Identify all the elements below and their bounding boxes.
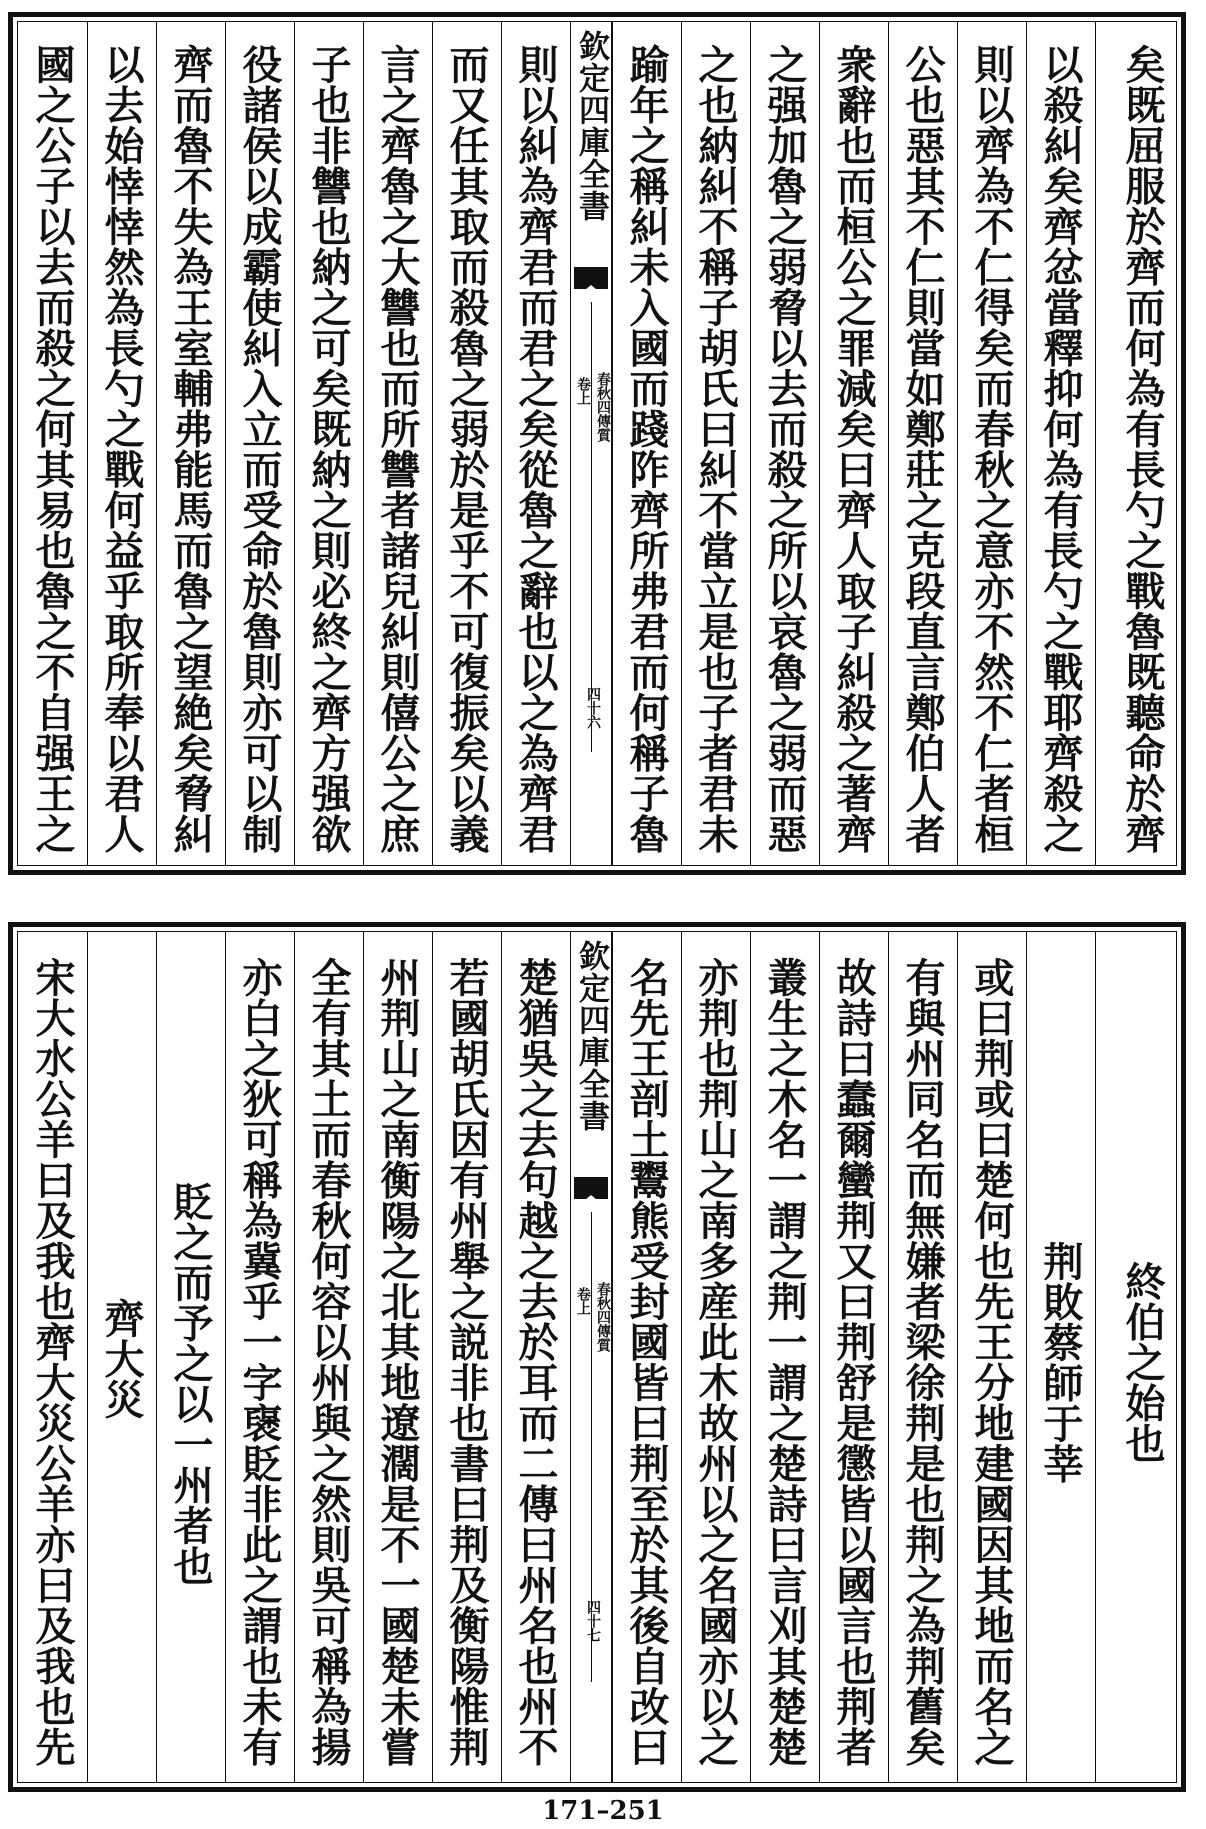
column-text: 若國胡氏因有州舉之説非也書曰荆及衡陽惟荆 — [443, 957, 490, 1767]
bottom-page-frame — [8, 922, 1186, 1792]
page-gutter — [570, 22, 612, 865]
text-column — [957, 932, 1026, 1782]
column-text: 州荆山之南衡陽之北其地遼濶是不一國楚未嘗 — [374, 957, 421, 1767]
text-column — [957, 22, 1026, 865]
column-text: 則以糾為齊君而君之矣從魯之辭也以之為齊君 — [512, 43, 559, 854]
text-column — [18, 932, 87, 1782]
text-column — [294, 22, 363, 865]
text-column — [432, 932, 501, 1782]
column-text: 之强加魯之弱脅以去而殺之所以哀魯之弱而惡 — [761, 43, 808, 854]
column-text: 國之公子以去而殺之何其易也魯之不自强王之 — [29, 43, 76, 854]
text-column — [1026, 932, 1095, 1782]
gutter-title: 欽定四庫全書 — [573, 940, 609, 1132]
gutter-divider — [591, 302, 592, 752]
text-column — [681, 932, 750, 1782]
column-text: 踰年之稱糾未入國而踐阼齊所弗君而何稱子魯 — [623, 43, 670, 854]
column-text: 終伯之始也 — [1119, 1260, 1166, 1464]
column-text: 名先王剖土鬻熊受封國皆曰荆至於其後自改曰 — [623, 957, 670, 1767]
text-column — [1095, 22, 1177, 865]
gutter-book-title: 春秋四傳質 — [595, 1282, 611, 1352]
text-column — [363, 22, 432, 865]
text-column — [225, 22, 294, 865]
text-column — [363, 932, 432, 1782]
gutter-volume: 卷上 — [575, 377, 591, 405]
text-column — [18, 22, 87, 865]
top-page-frame — [8, 12, 1186, 875]
text-column — [501, 932, 570, 1782]
column-text: 公也惡其不仁則當如鄭莊之克段直言鄭伯人者 — [899, 43, 946, 854]
column-text: 亦白之狄可稱為冀乎一字襃貶非此之謂也未有 — [236, 957, 283, 1767]
text-column — [87, 22, 156, 865]
gutter-book-title: 春秋四傳質 — [595, 372, 611, 442]
column-text: 而又任其取而殺魯之弱於是乎不可復振矣以義 — [443, 43, 490, 854]
text-column — [612, 22, 681, 865]
text-column — [432, 22, 501, 865]
text-column — [681, 22, 750, 865]
column-text: 則以齊為不仁得矣而春秋之意亦不然不仁者桓 — [968, 43, 1015, 854]
column-text: 子也非讐也納之可矣既納之則必終之齊方强欲 — [305, 43, 352, 854]
text-column — [888, 22, 957, 865]
gutter-page-number: 四十六 — [585, 687, 601, 729]
column-text: 叢生之木名一謂之荆一謂之楚詩曰言刈其楚楚 — [761, 957, 808, 1767]
column-text: 全有其土而春秋何容以州與之然則吳可稱為揚 — [305, 957, 352, 1767]
column-text: 齊而魯不失為王室輔弗能馬而魯之望絶矣脅糾 — [167, 43, 214, 854]
column-text: 亦荆也荆山之南多産此木故州以之名國亦以之 — [692, 957, 739, 1767]
text-column — [612, 932, 681, 1782]
text-column — [750, 932, 819, 1782]
top-page-text-area — [17, 21, 1177, 866]
column-text: 之也納糾不稱子胡氏曰糾不當立是也子者君未 — [692, 43, 739, 854]
column-text: 故詩曰蠢爾蠻荆又曰荆舒是懲皆以國言也荆者 — [830, 957, 877, 1767]
column-text: 或曰荆或曰楚何也先王分地建國因其地而名之 — [968, 957, 1015, 1767]
text-column — [225, 932, 294, 1782]
text-column — [87, 932, 156, 1782]
text-column — [750, 22, 819, 865]
column-text: 言之齊魯之大讐也而所讐者諸兒糾則僖公之庶 — [374, 43, 421, 854]
column-text: 楚猶吳之去句越之去於耳而二傳曰州名也州不 — [512, 957, 559, 1767]
text-column — [819, 932, 888, 1782]
text-column — [156, 22, 225, 865]
text-column — [1095, 932, 1177, 1782]
column-text: 有與州同名而無嫌者梁徐荆是也荆之為荆舊矣 — [899, 957, 946, 1767]
gutter-title: 欽定四庫全書 — [573, 30, 609, 222]
column-text: 貶之而予之以一州者也 — [167, 1180, 214, 1586]
column-text: 衆辭也而桓公之罪減矣曰齊人取子糾殺之著齊 — [830, 43, 877, 854]
page-footer-number: 171–251 — [542, 1796, 664, 1826]
text-column — [156, 932, 225, 1782]
fish-tail-mark — [574, 1177, 608, 1199]
column-text: 役諸侯以成霸使糾入立而受命於魯則亦可以制 — [236, 43, 283, 854]
column-text: 矣既屈服於齊而何為有長勺之戰魯既聽命於齊 — [1119, 43, 1166, 854]
gutter-page-number: 四十七 — [585, 1600, 601, 1642]
text-column — [819, 22, 888, 865]
text-column — [888, 932, 957, 1782]
column-text: 以殺糾矣齊忿當釋抑何為有長勺之戰耶齊殺之 — [1037, 43, 1084, 854]
text-column — [294, 932, 363, 1782]
text-column — [1026, 22, 1095, 865]
gutter-volume: 卷上 — [575, 1287, 591, 1315]
text-column — [501, 22, 570, 865]
column-text: 以去始悻悻然為長勺之戰何益乎取所奉以君人 — [98, 43, 145, 854]
bottom-page-text-area — [17, 931, 1177, 1783]
fish-tail-mark — [574, 267, 608, 289]
page-gutter — [570, 932, 612, 1782]
column-text: 荆敗蔡師于莘 — [1037, 1240, 1084, 1484]
column-text: 齊大災 — [98, 1298, 145, 1420]
column-text: 宋大水公羊曰及我也齊大災公羊亦曰及我也先 — [29, 957, 76, 1767]
